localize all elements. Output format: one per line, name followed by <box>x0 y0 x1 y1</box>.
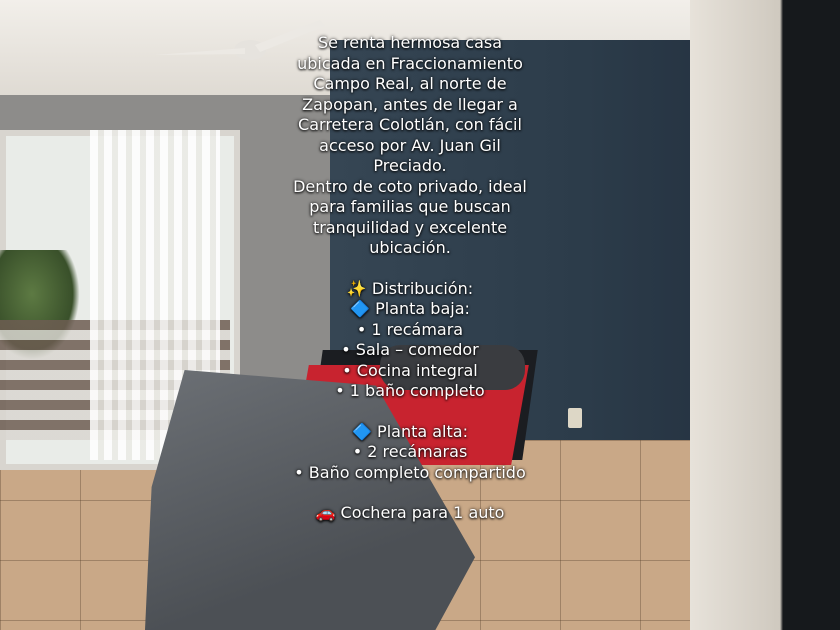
ground-floor-item: • 1 recámara <box>356 319 464 339</box>
garage-line: 🚗 Cochera para 1 auto <box>315 503 505 522</box>
description-line: acceso por Av. Juan Gil <box>319 135 501 155</box>
description-line: Zapopan, antes de llegar a <box>302 94 518 114</box>
ground-floor-item: • Cocina integral <box>342 360 478 380</box>
spacer <box>230 402 590 422</box>
description-line: ubicada en Fraccionamiento <box>297 53 523 73</box>
upper-floor-item: • 2 recámaras <box>352 442 468 461</box>
spacer <box>230 483 590 503</box>
description-line: Campo Real, al norte de <box>313 74 507 93</box>
description-line: Se renta hermosa casa <box>317 33 503 52</box>
ground-floor-label: 🔷 Planta baja: <box>350 299 470 318</box>
description-line: ubicación. <box>369 238 451 257</box>
ground-floor-item: • Sala – comedor <box>341 340 479 359</box>
description-line: Preciado. <box>373 156 447 175</box>
description-line: para familias que buscan <box>309 197 511 216</box>
door-frame <box>690 0 840 630</box>
distribution-heading: ✨ Distribución: <box>346 278 474 298</box>
ground-floor-item: • 1 baño completo <box>335 381 485 400</box>
spacer <box>230 259 590 279</box>
description-line: Carretera Colotlán, con fácil <box>298 115 522 134</box>
description-line: Dentro de coto privado, ideal <box>293 176 527 196</box>
upper-floor-label: 🔷 Planta alta: <box>352 421 468 441</box>
description-line: tranquilidad y excelente <box>312 217 508 237</box>
upper-floor-item: • Baño completo compartido <box>294 462 526 482</box>
listing-text-overlay <box>230 33 590 524</box>
